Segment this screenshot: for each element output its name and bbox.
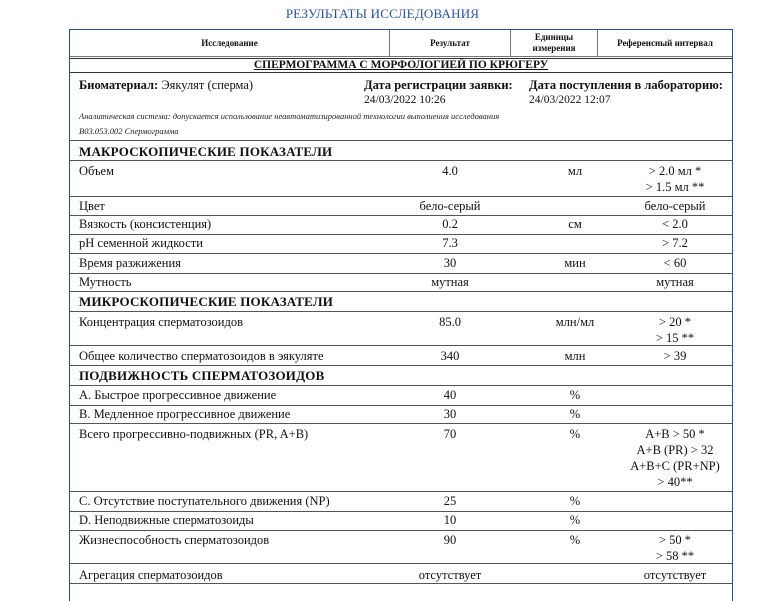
row-name: A. Быстрое прогрессивное движение [79, 388, 277, 402]
row-unit: % [569, 407, 581, 421]
row-unit: млн [564, 349, 586, 363]
row-result: 40 [443, 388, 457, 402]
row-unit: % [569, 388, 581, 402]
row-name: D. Неподвижные сперматозоиды [79, 513, 254, 527]
divider [70, 160, 732, 161]
row-name: C. Отсутствие поступательного движения (NP) [79, 494, 330, 508]
row-result: 30 [443, 256, 457, 270]
section-macro: МАКРОСКОПИЧЕСКИЕ ПОКАЗАТЕЛИ [79, 144, 333, 159]
row-ref: отсутствует [643, 568, 707, 582]
row-ref: > 39 [663, 349, 687, 363]
biomaterial-label: Биоматериал: [79, 78, 159, 92]
row-ref: A+B+C (PR+NP) [630, 459, 720, 473]
row-ref: > 20 * [658, 315, 692, 329]
divider [70, 530, 732, 531]
row-ref: A+B (PR) > 32 [636, 443, 714, 457]
row-ref: > 15 ** [655, 331, 695, 345]
row-result: 0.2 [442, 217, 458, 231]
row-name: Общее количество сперматозоидов в эякуляте [79, 349, 324, 363]
row-unit: % [569, 513, 581, 527]
row-name: pH семенной жидкости [79, 236, 203, 250]
row-result: 30 [443, 407, 457, 421]
divider [70, 253, 732, 254]
divider [70, 345, 732, 346]
row-name: Концентрация сперматозоидов [79, 315, 244, 329]
row-ref: мутная [656, 275, 694, 289]
row-result: 7.3 [442, 236, 458, 250]
biomaterial [79, 78, 253, 93]
row-result: 10 [443, 513, 457, 527]
row-result: 340 [440, 349, 460, 363]
row-result: 85.0 [439, 315, 461, 329]
row-ref: > 40** [657, 475, 693, 489]
subtitle-divider [70, 72, 732, 73]
row-name: Время разжижения [79, 256, 181, 270]
divider [70, 365, 732, 366]
row-ref: > 7.2 [662, 236, 688, 250]
row-name: Цвет [79, 199, 105, 213]
reg-date-value: 24/03/2022 10:26 [364, 94, 446, 106]
report-frame [69, 29, 733, 601]
row-result: отсутствует [418, 568, 482, 582]
row-name: Мутность [79, 275, 132, 289]
divider [70, 291, 732, 292]
divider [70, 140, 732, 141]
row-unit: мин [564, 256, 586, 270]
row-ref: > 58 ** [655, 549, 695, 563]
divider [70, 423, 732, 424]
column-header [70, 30, 732, 57]
row-ref: A+B > 50 * [645, 427, 705, 441]
analytic-note: Аналитическая система: допускается использование неавтоматизированной технологии выполнения исследования [79, 111, 500, 121]
row-result: 4.0 [442, 164, 458, 178]
row-unit: % [569, 427, 581, 441]
row-ref: > 1.5 мл ** [645, 180, 705, 194]
lab-date-value: 24/03/2022 12:07 [529, 94, 611, 106]
lab-date-label: Дата поступления в лабораторию: [529, 78, 723, 92]
col-ref-header: Референсный интервал [598, 30, 733, 57]
row-ref: < 2.0 [662, 217, 688, 231]
row-result: 90 [443, 533, 457, 547]
service-code: В03.053.002 Спермограмма [79, 126, 179, 136]
biomaterial-value: Эякулят (сперма) [161, 78, 254, 92]
section-micro: МИКРОСКОПИЧЕСКИЕ ПОКАЗАТЕЛИ [79, 294, 334, 309]
row-result: мутная [431, 275, 469, 289]
row-name: Жизнеспособность сперматозоидов [79, 533, 270, 547]
row-unit: млн/мл [555, 315, 595, 329]
divider [70, 385, 732, 386]
divider [70, 196, 732, 197]
row-unit: мл [567, 164, 583, 178]
row-unit: % [569, 533, 581, 547]
col-test-header: Исследование [70, 30, 390, 57]
row-result: бело-серый [419, 199, 481, 213]
row-name: Всего прогрессивно-подвижных (PR, A+B) [79, 427, 309, 441]
analysis-title: СПЕРМОГРАММА С МОРФОЛОГИЕЙ ПО КРЮГЕРУ [253, 59, 549, 71]
row-unit: см [568, 217, 582, 231]
row-result: 25 [443, 494, 457, 508]
col-units-header: Единицы измерения [511, 30, 598, 57]
divider [70, 583, 732, 584]
row-ref: > 2.0 мл * [648, 164, 702, 178]
reg-date-label: Дата регистрации заявки: [364, 78, 513, 92]
section-motility: ПОДВИЖНОСТЬ СПЕРМАТОЗОИДОВ [79, 368, 325, 383]
divider [70, 563, 732, 564]
page-title: РЕЗУЛЬТАТЫ ИССЛЕДОВАНИЯ [285, 6, 480, 21]
col-result-header: Результат [390, 30, 511, 57]
row-ref: бело-серый [644, 199, 706, 213]
row-ref: > 50 * [658, 533, 692, 547]
row-name: Объем [79, 164, 114, 178]
row-name: B. Медленное прогрессивное движение [79, 407, 291, 421]
row-result: 70 [443, 427, 457, 441]
row-name: Агрегация сперматозоидов [79, 568, 223, 582]
divider [70, 491, 732, 492]
divider [70, 311, 732, 312]
row-name: Вязкость (консистенция) [79, 217, 212, 231]
row-ref: < 60 [663, 256, 687, 270]
row-unit: % [569, 494, 581, 508]
